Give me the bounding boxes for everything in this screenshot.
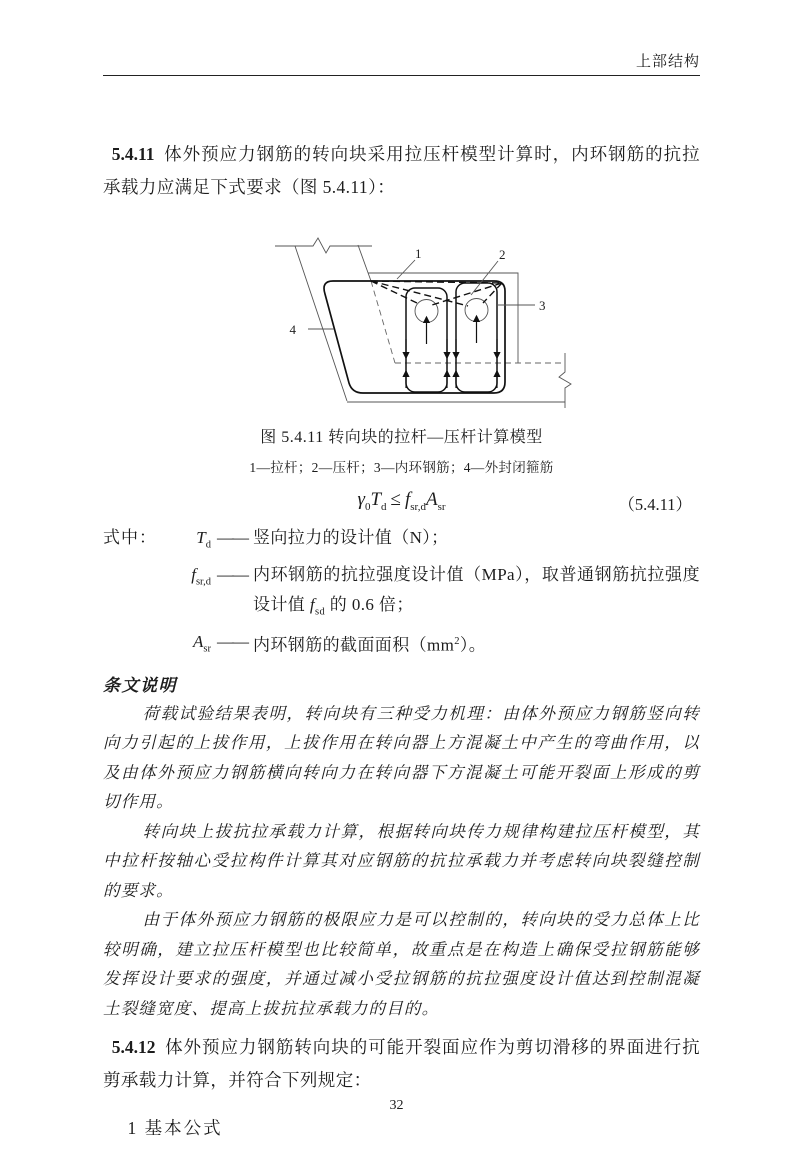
where-row-fsrd bbox=[103, 560, 700, 627]
outer-closed-stirrup bbox=[324, 281, 505, 393]
dash: —— bbox=[217, 564, 247, 584]
eq-A: A bbox=[426, 488, 438, 510]
where-row-Td bbox=[103, 523, 700, 560]
clause-text: 体外预应力钢筋转向块的可能开裂面应作为剪切滑移的界面进行抗剪承载力计算，并符合下列规定： bbox=[103, 1037, 700, 1091]
eq-T: T bbox=[370, 488, 382, 510]
clause-5-4-11 bbox=[103, 138, 700, 204]
commentary-paragraph-2: 转向块上拔抗拉承载力计算，根据转向块传力规律构建拉压杆模型，其中拉杆按轴心受拉构件计算其对应钢筋的抗拉承载力并考虑转向块裂缝控制的要求。 bbox=[103, 821, 700, 900]
commentary-paragraph-3: 由于体外预应力钢筋的极限应力是可以控制的，转向块的受力总体上比较明确，建立拉压杆模型也比较简单，故重点是在构造上确保受拉钢筋能够发挥设计要求的强度，并通过减小受拉钢筋的抗拉强度设计值达到控制混凝土裂缝宽度、提高上拔抗拉承载力的目的。 bbox=[103, 910, 700, 1018]
leg-force-arrows bbox=[406, 339, 497, 388]
header-title: 上部结构 bbox=[635, 54, 700, 70]
equation-row bbox=[103, 489, 700, 519]
eq-gamma-sub: 0 bbox=[364, 500, 371, 513]
clause-number: 5.4.12 bbox=[111, 1037, 156, 1058]
definition-fsrd: 内环钢筋的抗拉强度设计值（MPa），取普通钢筋抗拉强度设计值 $f_{sd}$ 的 0.6 倍； bbox=[253, 564, 700, 618]
eq-f-sub: sr,d bbox=[410, 500, 426, 513]
clause-text: 体外预应力钢筋的转向块采用拉压杆模型计算时，内环钢筋的抗拉承载力应满足下式要求（图 5.4.11）： bbox=[103, 144, 700, 197]
figure-caption: 图 5.4.11 转向块的拉杆—压杆计算模型 bbox=[260, 428, 543, 446]
figure-label-3: 3 bbox=[539, 297, 546, 313]
symbol-Td: $T_d$ bbox=[196, 527, 211, 550]
figure-label-4: 4 bbox=[289, 321, 296, 337]
girder-outline-lines bbox=[275, 238, 571, 408]
commentary-paragraph-1: 荷载试验结果表明，转向块有三种受力机理：由体外预应力钢筋竖向转向力引起的上拔作用，上拔作用在转向器上方混凝土中产生的弯曲作用，以及由体外预应力钢筋横向转向力在转向器下方混凝土可能开裂面上形成的剪切作用。 bbox=[103, 703, 700, 812]
figure-label-2: 2 bbox=[499, 246, 506, 262]
definition-Td: 竖向拉力的设计值（N）； bbox=[253, 527, 449, 547]
symbol-fsrd: $f_{sr,d}$ bbox=[191, 564, 211, 588]
page-number: 32 bbox=[389, 1098, 404, 1113]
figure-label-1: 1 bbox=[415, 245, 422, 261]
figure-5-4-11 bbox=[103, 222, 700, 476]
strut-tie-model-diagram bbox=[255, 222, 595, 422]
eq-gamma: γ bbox=[357, 488, 365, 510]
commentary-heading: 条文说明 bbox=[103, 675, 177, 695]
leader-lines bbox=[308, 260, 535, 329]
eq-T-sub: d bbox=[381, 500, 387, 513]
clause-5-4-12-item-1: 1 基本公式 bbox=[127, 1117, 223, 1138]
definition-Asr: 内环钢筋的截面面积$(mm^2)$。 bbox=[253, 635, 487, 655]
dash: —— bbox=[217, 527, 247, 547]
eq-A-sub: sr bbox=[437, 500, 446, 513]
equation-number: （5.4.11） bbox=[618, 494, 692, 514]
equation-5-4-11 bbox=[103, 489, 700, 513]
where-row-Asr bbox=[103, 627, 700, 664]
where-block bbox=[103, 523, 700, 665]
symbol-Asr: $A_{sr}$ bbox=[193, 632, 211, 655]
clause-5-4-12 bbox=[103, 1031, 700, 1097]
dash: —— bbox=[217, 632, 247, 652]
figure-legend: 1—拉杆；2—压杆；3—内环钢筋；4—外封闭箍筋 bbox=[249, 459, 554, 475]
eq-f: f bbox=[404, 488, 411, 510]
document-page bbox=[0, 50, 793, 1172]
eq-operator: ≤ bbox=[390, 488, 401, 510]
page-header bbox=[103, 50, 700, 76]
inner-ring-reinforcement bbox=[406, 283, 497, 392]
strut-and-tie-lines bbox=[371, 281, 502, 306]
clause-number: 5.4.11 bbox=[111, 144, 155, 164]
where-label: 式中： bbox=[103, 527, 157, 547]
